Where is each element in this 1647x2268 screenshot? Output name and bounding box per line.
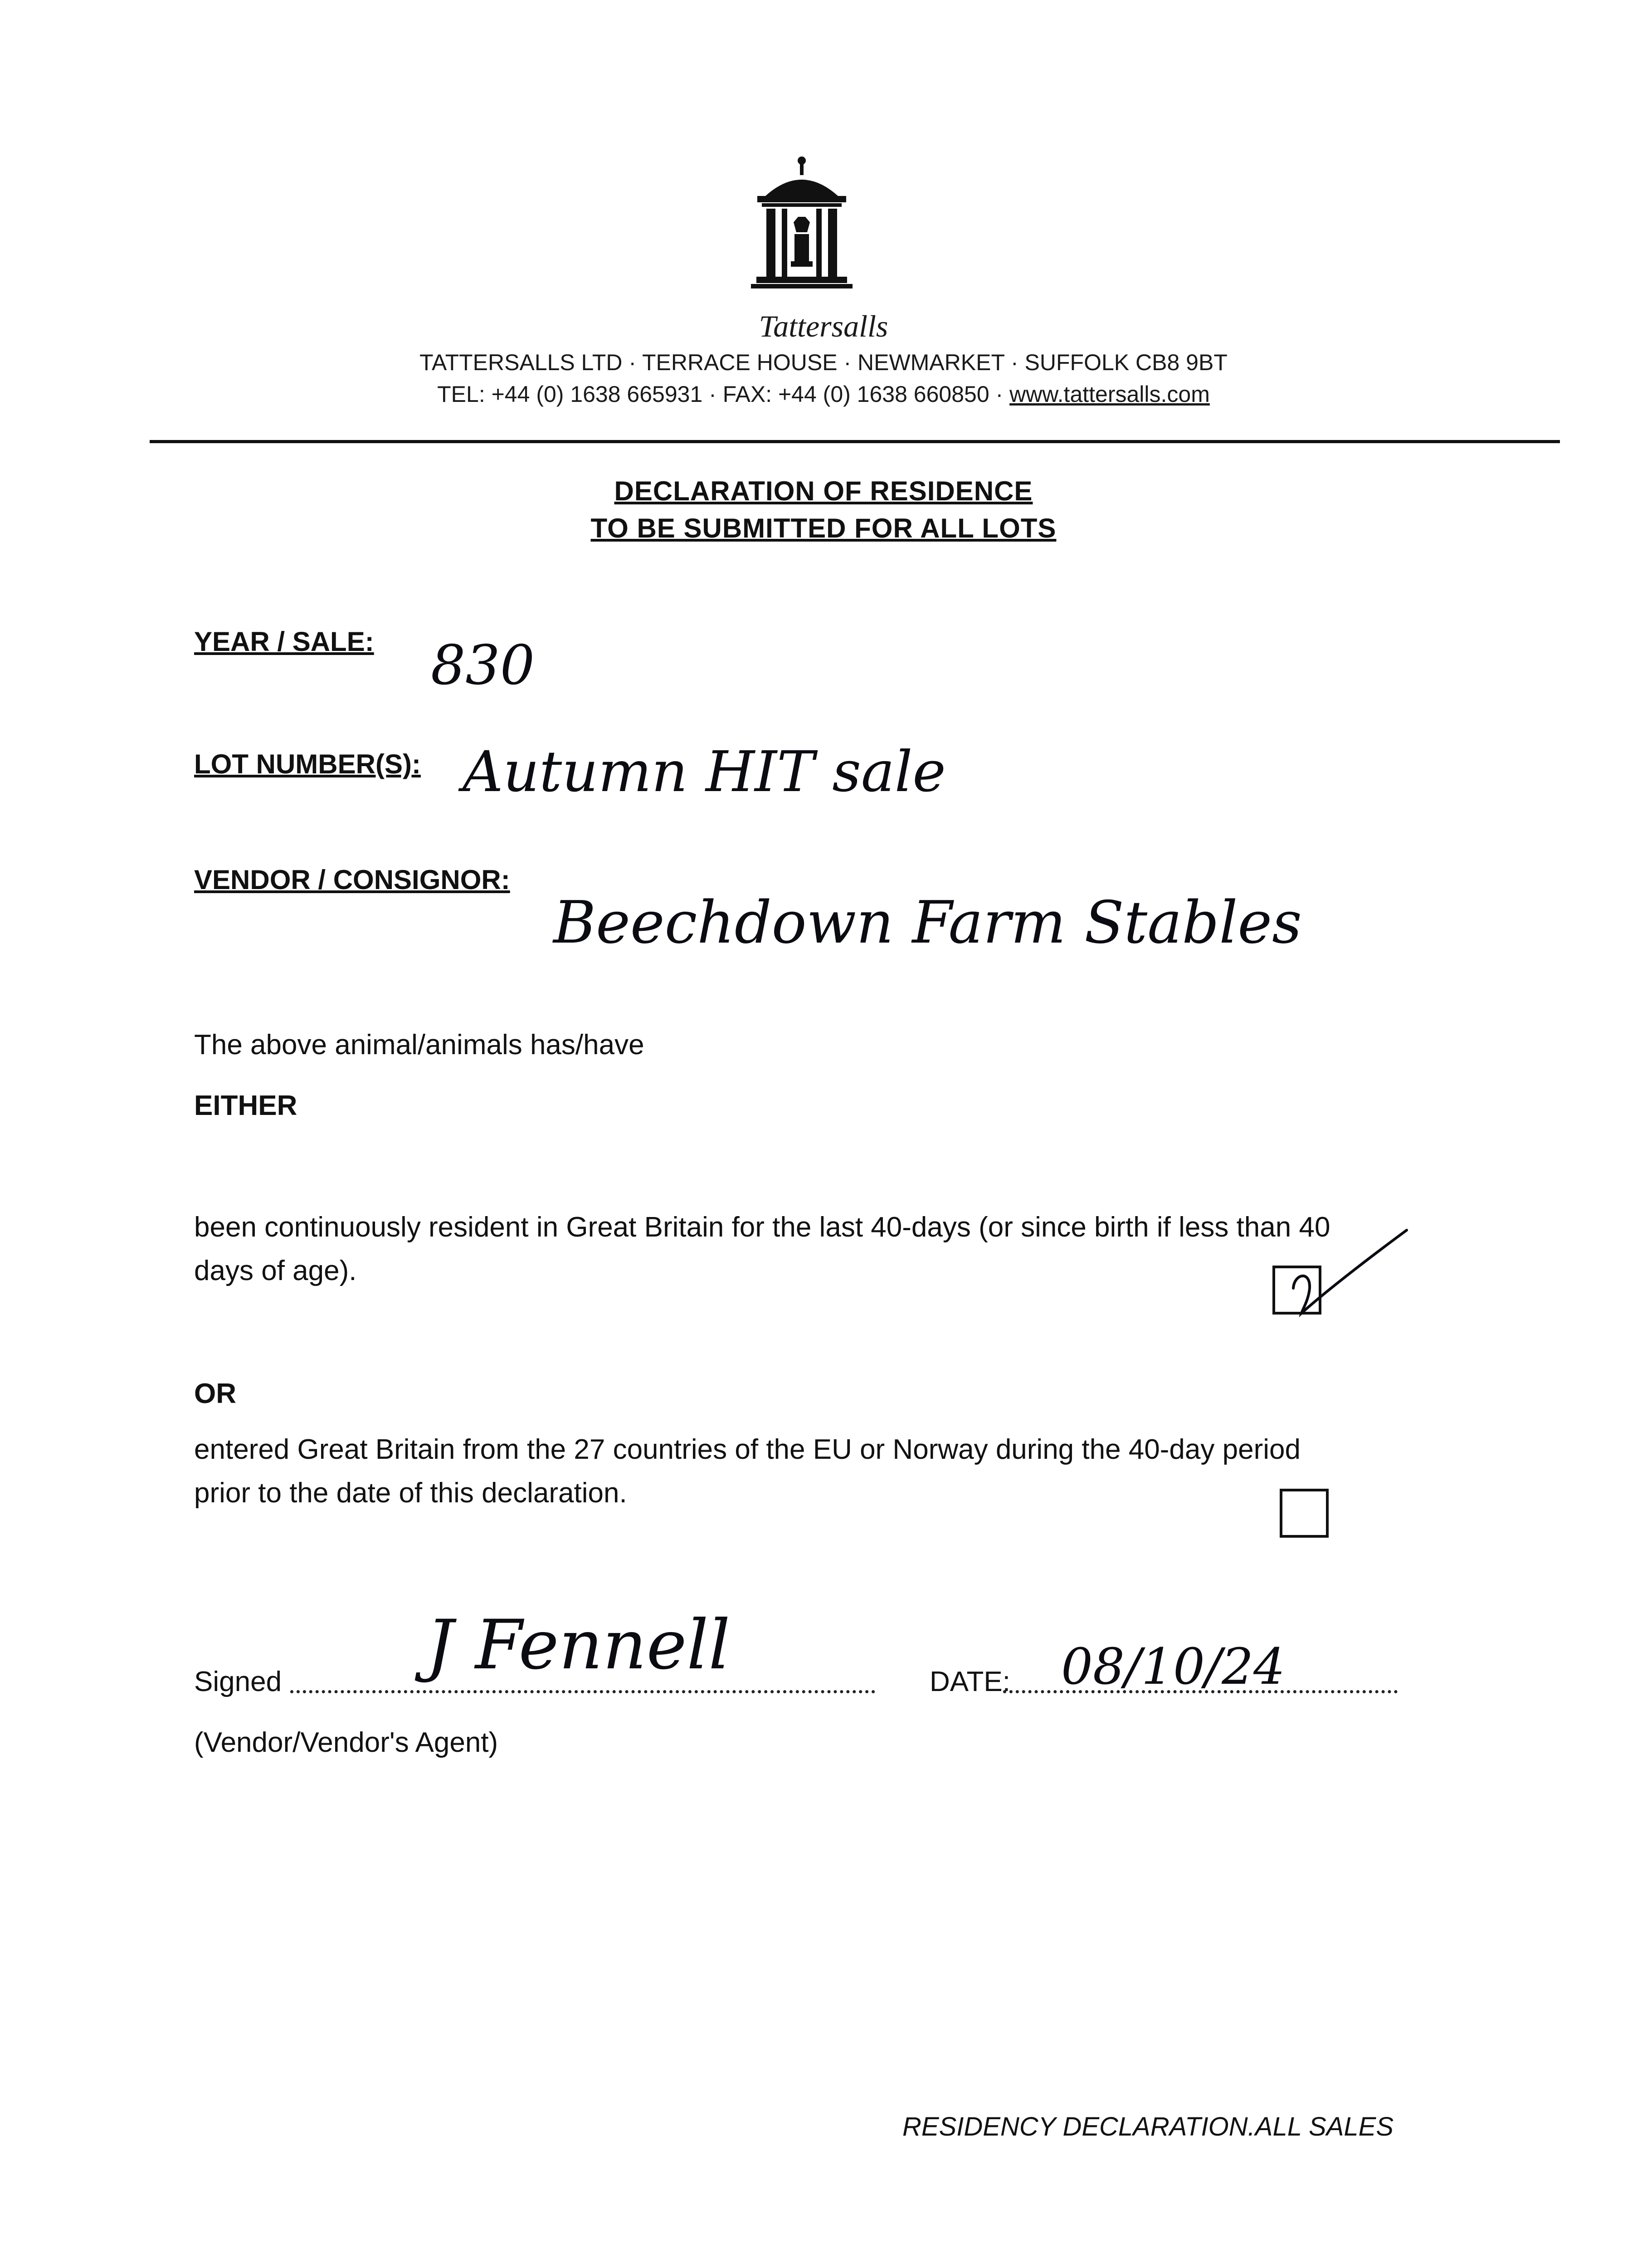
date-value[interactable]: 08/10/24 bbox=[1061, 1637, 1286, 1696]
form-title: DECLARATION OF RESIDENCE bbox=[614, 476, 1033, 506]
signature-line bbox=[290, 1690, 875, 1693]
vendor-value[interactable]: Beechdown Farm Stables bbox=[553, 889, 1302, 957]
option1-checkmark-icon bbox=[1283, 1220, 1419, 1320]
option1-text-line2: days of age). bbox=[194, 1255, 357, 1286]
website-link[interactable]: www.tattersalls.com bbox=[1009, 381, 1210, 407]
tattersalls-logo bbox=[747, 154, 856, 308]
option1-text-line1: been continuously resident in Great Britain for the last 40-days (or since birth if less than 40 bbox=[194, 1212, 1330, 1243]
lot-numbers-label: LOT NUMBER(S): bbox=[194, 749, 421, 779]
contact-text: TEL: +44 (0) 1638 665931 · FAX: +44 (0) 1638 660850 · bbox=[437, 381, 1010, 407]
form-subtitle: TO BE SUBMITTED FOR ALL LOTS bbox=[590, 513, 1057, 543]
header-divider bbox=[150, 440, 1560, 443]
year-sale-value[interactable]: 830 bbox=[431, 634, 535, 697]
statement-intro: The above animal/animals has/have bbox=[194, 1029, 644, 1061]
year-sale-label: YEAR / SALE: bbox=[194, 626, 374, 657]
vendor-label: VENDOR / CONSIGNOR: bbox=[194, 865, 510, 895]
or-label: OR bbox=[194, 1378, 236, 1409]
option2-checkbox[interactable] bbox=[1280, 1489, 1329, 1538]
date-label: DATE: bbox=[930, 1666, 1010, 1697]
role-label: (Vendor/Vendor's Agent) bbox=[194, 1727, 498, 1758]
option2-text-line2: prior to the date of this declaration. bbox=[194, 1477, 627, 1509]
lot-numbers-value[interactable]: Autumn HIT sale bbox=[463, 739, 946, 805]
signature-value[interactable]: J Fennell bbox=[426, 1606, 731, 1685]
contact-line bbox=[0, 381, 1647, 407]
brand-name: Tattersalls bbox=[759, 309, 888, 343]
footer-text: RESIDENCY DECLARATION.ALL SALES bbox=[902, 2112, 1394, 2141]
signed-label: Signed bbox=[194, 1666, 282, 1697]
option2-text-line1: entered Great Britain from the 27 countries of the EU or Norway during the 40-day period bbox=[194, 1434, 1301, 1465]
either-label: EITHER bbox=[194, 1090, 297, 1121]
address-line: TATTERSALLS LTD · TERRACE HOUSE · NEWMARKET · SUFFOLK CB8 9BT bbox=[419, 350, 1228, 375]
